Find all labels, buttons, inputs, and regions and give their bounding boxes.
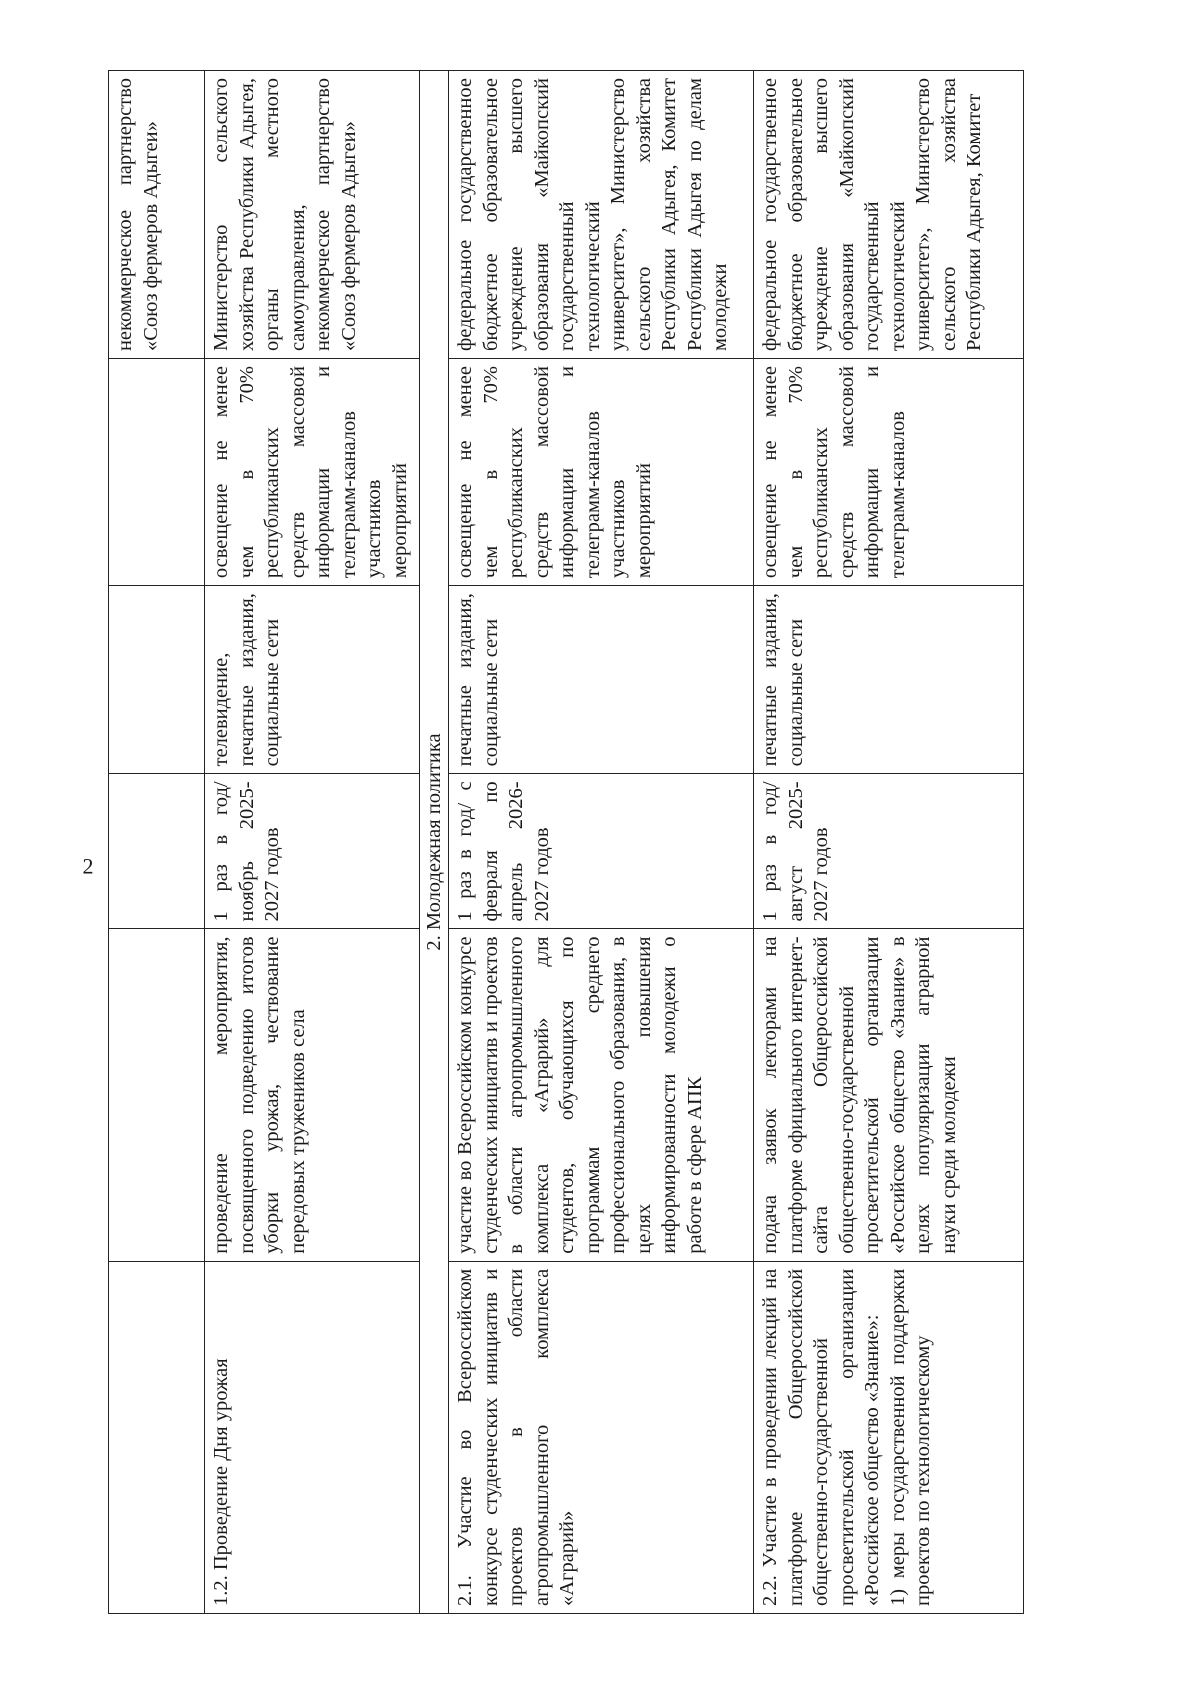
table-cell-event: 2.2. Участие в проведении лекций на платформе Общероссийской общественно-государственной просветительской организации «Российское общество «Знание»: 1) меры государственной поддержки проектов по технологическому: [754, 1261, 1024, 1613]
table-cell-content: участие во Всероссийском конкурсе студенческих инициатив и проектов в области агропромышленного комплекса «Аграрий» для студентов, обучающихся по программам среднего профессионального образования, в целях повышения информированности молодежи о работе в сфере АПК: [449, 929, 754, 1261]
table-cell-responsible: некоммерческое партнерство «Союз фермеров Адыгеи»: [109, 71, 205, 359]
table-cell-content: проведение мероприятия, посвященного подведению итогов уборки урожая, чествование передовых тружеников села: [205, 929, 420, 1261]
page-number: 2: [82, 853, 94, 879]
table-cell-indicator: освещение не менее чем в 70% республиканских средств массовой информации и телеграмм-каналов: [754, 359, 1024, 586]
table-cell-channels: телевидение, печатные издания, социальные сети: [205, 586, 420, 774]
table-cell-indicator: освещение не менее чем в 70% республиканских средств массовой информации и телеграмм-каналов участников мероприятий: [205, 359, 420, 586]
table-cell-content: [109, 929, 205, 1261]
table-cell-responsible: федеральное государственное бюджетное образовательное учреждение высшего образования «Майкопский государственный технологический университет», Министерство сельского хозяйства Республики Адыгея, Комитет: [754, 71, 1024, 359]
table-cell-event: 1.2. Проведение Дня урожая: [205, 1261, 420, 1613]
table-cell-period: 1 раз в год/ с февраля по апрель 2026-2027 годов: [449, 774, 754, 929]
table-row: [449, 71, 754, 1614]
table-row: [109, 71, 205, 1614]
table-cell-indicator: [109, 359, 205, 586]
table-cell-indicator: освещение не менее чем в 70% республиканских средств массовой информации и телеграмм-каналов участников мероприятий: [449, 359, 754, 586]
table-cell-period: 1 раз в год/ ноябрь 2025-2027 годов: [205, 774, 420, 929]
table-row: [205, 71, 420, 1614]
section-row: [420, 71, 449, 1614]
table-cell-channels: печатные издания, социальные сети: [754, 586, 1024, 774]
table-cell-event: [109, 1261, 205, 1613]
table-cell-responsible: Министерство сельского хозяйства Республики Адыгея, органы местного самоуправления, некоммерческое партнерство «Союз фермеров Адыгеи»: [205, 71, 420, 359]
table-cell-event: 2.1. Участие во Всероссийском конкурсе студенческих инициатив и проектов в области агропромышленного комплекса «Аграрий»: [449, 1261, 754, 1613]
table-cell-period: [109, 774, 205, 929]
plan-table: [108, 70, 1024, 1614]
table-cell-content: подача заявок лекторами на платформе официального интернет-сайта Общероссийской общественно-государственной просветительской организации «Российское общество «Знание» в целях популяризации аграрной науки среди молодежи: [754, 929, 1024, 1261]
section-heading: 2. Молодежная политика: [420, 71, 449, 1614]
table-cell-period: 1 раз в год/ август 2025-2027 годов: [754, 774, 1024, 929]
table-cell-channels: печатные издания, социальные сети: [449, 586, 754, 774]
table-cell-channels: [109, 586, 205, 774]
table-cell-responsible: федеральное государственное бюджетное образовательное учреждение высшего образования «Майкопский государственный технологический университет», Министерство сельского хозяйства Республики Адыгея, Комитет Республики Адыгея по делам молодежи: [449, 71, 754, 359]
table-row: [754, 71, 1024, 1614]
